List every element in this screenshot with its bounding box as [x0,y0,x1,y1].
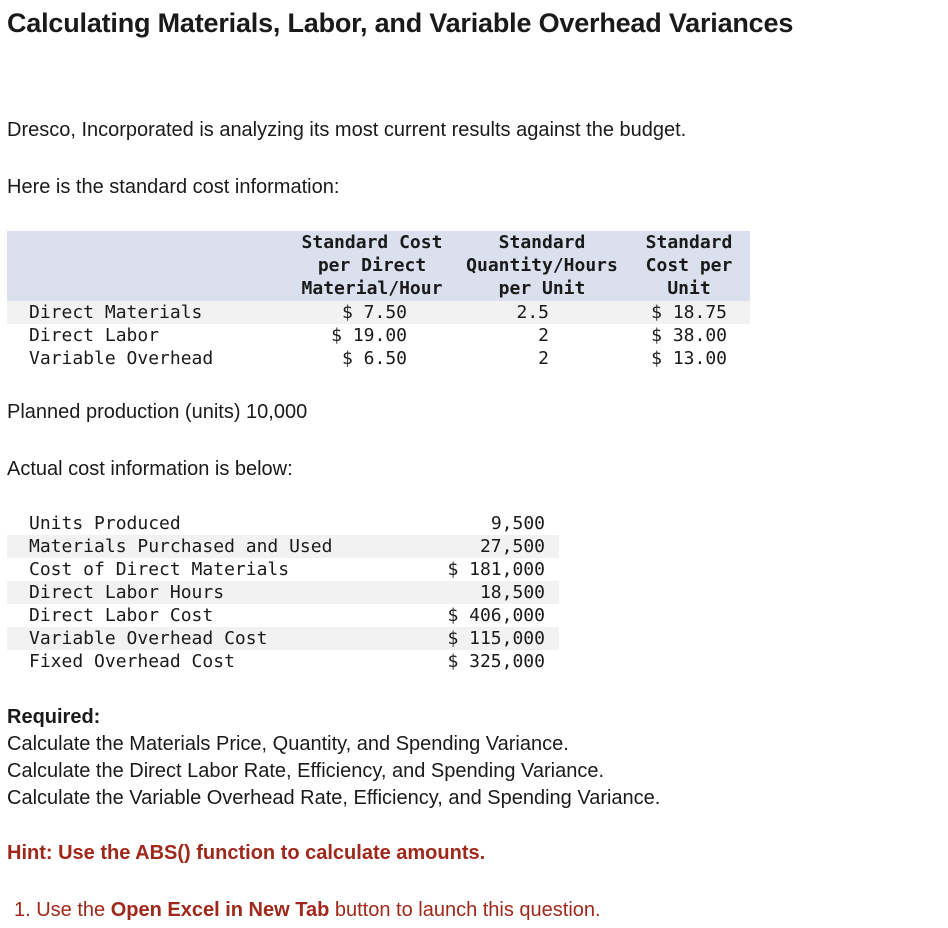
header-line: Standard Cost [301,232,443,253]
header-line: Material/Hour [301,278,443,299]
row-label: Materials Purchased and Used [29,536,333,557]
header-standard-quantity [459,231,625,300]
hint-text: Hint: Use the ABS() function to calculate amounts. [7,842,486,864]
actual-cost-table [7,512,559,673]
table-row [7,627,559,650]
required-section [7,704,660,812]
step-prefix: 1. Use the [14,899,111,921]
header-standard-unit-cost [637,231,741,300]
row-value: 9,500 [490,513,545,534]
row-label: Direct Labor Hours [29,582,225,603]
required-line: Calculate the Direct Labor Rate, Efficiency, and Spending Variance. [7,760,605,782]
header-line: per Direct [317,255,427,276]
row-unit-cost: $ 18.75 [651,302,727,323]
planned-production-text: Planned production (units) 10,000 [7,401,308,423]
required-line: Calculate the Variable Overhead Rate, Efficiency, and Spending Variance. [7,787,661,809]
actual-intro-text: Actual cost information is below: [7,458,293,480]
table-row [7,650,559,673]
row-value: $ 181,000 [447,559,545,580]
header-line: Standard [645,232,733,253]
table-row [7,301,750,324]
table-row [7,324,750,347]
row-label: Variable Overhead Cost [29,628,268,649]
row-label: Variable Overhead [29,348,214,369]
header-standard-cost [277,231,467,300]
row-cost: $ 7.50 [341,302,407,323]
row-label: Units Produced [29,513,181,534]
row-label: Cost of Direct Materials [29,559,290,580]
row-label: Fixed Overhead Cost [29,651,235,672]
table-row [7,535,559,558]
row-value: 27,500 [479,536,545,557]
row-label: Direct Labor Cost [29,605,214,626]
table-row [7,512,559,535]
open-excel-button-label: Open Excel in New Tab [110,899,330,921]
header-line: Standard [498,232,586,253]
page-title: Calculating Materials, Labor, and Variable Overhead Variances [7,8,794,38]
table-row [7,581,559,604]
row-value: $ 325,000 [447,651,545,672]
intro-text: Dresco, Incorporated is analyzing its most current results against the budget. [7,119,687,141]
row-unit-cost: $ 38.00 [651,325,727,346]
row-cost: $ 6.50 [341,348,407,369]
table-row [7,347,750,370]
standard-intro-text: Here is the standard cost information: [7,176,340,198]
header-line: Quantity/Hours [466,255,618,276]
row-label: Direct Materials [29,302,203,323]
row-value: $ 406,000 [447,605,545,626]
standard-table-header [7,231,750,301]
table-row [7,558,559,581]
row-unit-cost: $ 13.00 [651,348,727,369]
row-quantity: 2 [538,325,549,346]
row-label: Direct Labor [29,325,160,346]
header-line: Cost per [645,255,733,276]
instruction-step [14,899,601,922]
row-value: $ 115,000 [447,628,545,649]
required-line: Calculate the Materials Price, Quantity, and Spending Variance. [7,733,569,755]
header-line: Unit [667,278,711,299]
table-row [7,604,559,627]
header-line: per Unit [498,278,586,299]
row-quantity: 2 [538,348,549,369]
standard-cost-table [7,231,750,370]
row-cost: $ 19.00 [331,325,407,346]
row-quantity: 2.5 [516,302,549,323]
row-value: 18,500 [479,582,545,603]
step-suffix: button to launch this question. [329,899,601,921]
required-heading: Required: [7,706,101,728]
